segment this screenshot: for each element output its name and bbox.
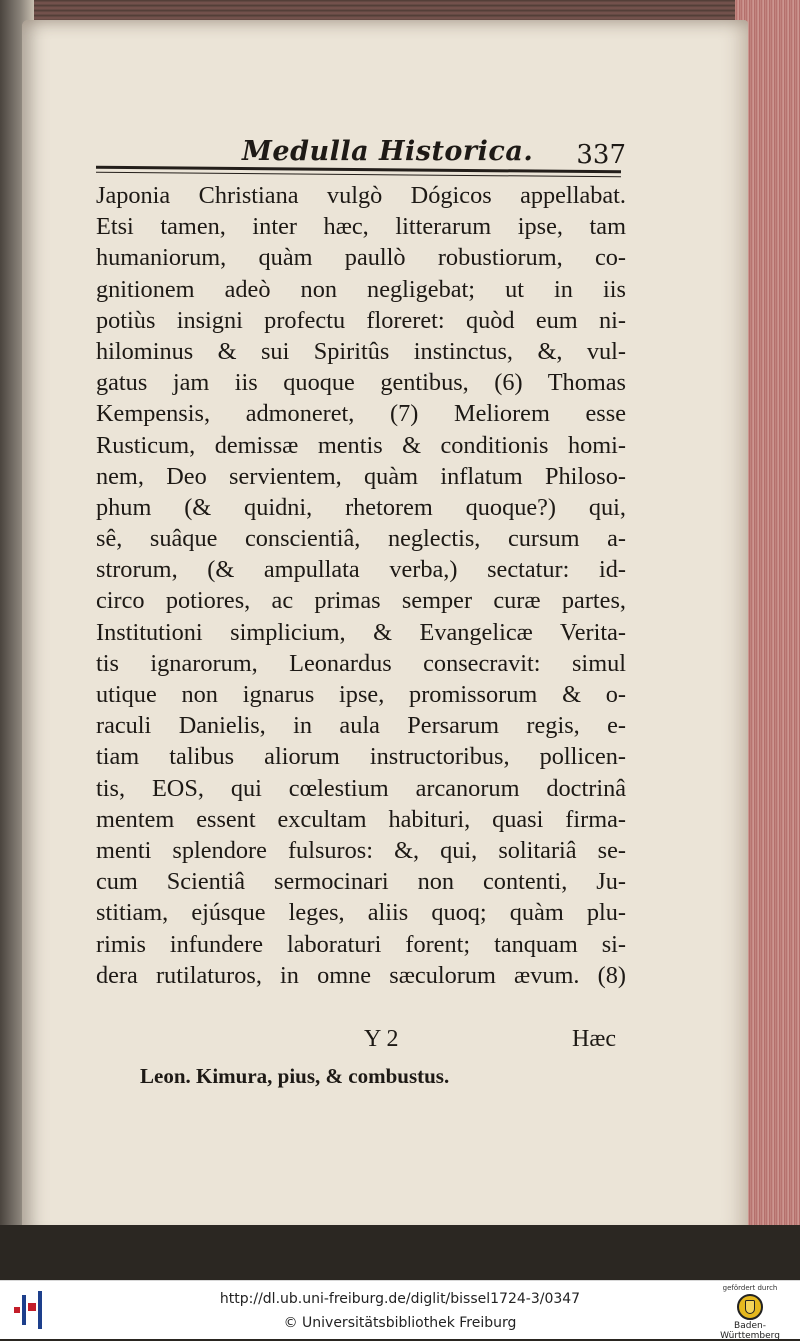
copyright-notice: © Universitätsbibliothek Freiburg: [283, 1315, 517, 1331]
text-line: tiam talibus aliorum instructoribus, pollicen-: [96, 743, 626, 771]
text-line: menti splendore fulsuros: &, qui, solitariâ se-: [96, 836, 626, 864]
text-line: strorum, (& ampullata verba,) sectatur: id-: [96, 556, 626, 584]
text-line: tis, EOS, qui cœlestium arcanorum doctrinâ: [96, 774, 626, 802]
text-line: cum Scientiâ sermocinari non contenti, Ju-: [96, 868, 626, 896]
viewer-footer: [0, 1280, 800, 1339]
text-line: humaniorum, quàm paullò robustiorum, co-: [96, 244, 626, 272]
text-line: phum (& quidni, rhetorem quoque?) qui,: [96, 493, 626, 521]
text-line: circo potiores, ac primas semper curæ partes,: [96, 587, 626, 615]
text-line: hilominus & sui Spiritûs instinctus, &, vul-: [96, 337, 626, 365]
text-line: Japonia Christiana vulgò Dógicos appellabat.: [96, 182, 626, 209]
text-line: raculi Danielis, in aula Persarum regis, e-: [96, 712, 626, 740]
text-line: Institutioni simplicium, & Evangelicæ Verita-: [96, 618, 626, 646]
sponsor-label: gefördert durch: [722, 1284, 778, 1292]
text-line: Rusticum, demissæ mentis & conditionis homi-: [96, 431, 626, 459]
permalink-url[interactable]: http://dl.ub.uni-freiburg.de/diglit/bissel1724-3/0347: [219, 1291, 581, 1307]
signature-mark: Y 2: [364, 1026, 399, 1052]
page-number: 337: [576, 140, 626, 170]
text-line: stitiam, ejúsque leges, aliis quoq; quàm plu-: [96, 899, 626, 927]
text-line: nem, Deo servientem, quàm inflatum Philoso-: [96, 462, 626, 490]
signature-line: [96, 1020, 616, 1054]
text-line: gatus jam iis quoque gentibus, (6) Thomas: [96, 369, 626, 397]
text-line: potiùs insigni profectu floreret: quòd eum ni-: [96, 306, 626, 334]
text-line: rimis infundere laboraturi forent; tanquam si-: [96, 930, 626, 958]
scan-background: [0, 1225, 800, 1280]
page-header: [96, 130, 626, 182]
text-line: Kempensis, admoneret, (7) Meliorem esse: [96, 400, 626, 428]
state-seal-icon: [737, 1294, 763, 1320]
text-line: dera rutilaturos, in omne sæculorum ævum. (8): [96, 961, 626, 989]
text-line: utique non ignarus ipse, promissorum & o-: [96, 681, 626, 708]
sponsor-name: Baden-Württemberg: [720, 1321, 780, 1341]
text-line: gnitionem adeò non negligebat; ut in iis: [96, 275, 626, 303]
text-line: tis ignarorum, Leonardus consecravit: simul: [96, 649, 626, 677]
text-line: mentem essent excultam habituri, quasi firma-: [96, 805, 626, 833]
sponsor-badge[interactable]: [710, 1284, 790, 1341]
running-title: Medulla Historica.: [242, 136, 534, 167]
catchword: Hæc: [572, 1026, 616, 1052]
body-text: [96, 180, 626, 991]
text-line: sê, suâque conscientiâ, neglectis, cursum a-: [96, 525, 626, 553]
text-line: Etsi tamen, inter hæc, litterarum ipse, tam: [96, 213, 626, 241]
footnote: Leon. Kimura, pius, & combustus.: [140, 1064, 450, 1088]
